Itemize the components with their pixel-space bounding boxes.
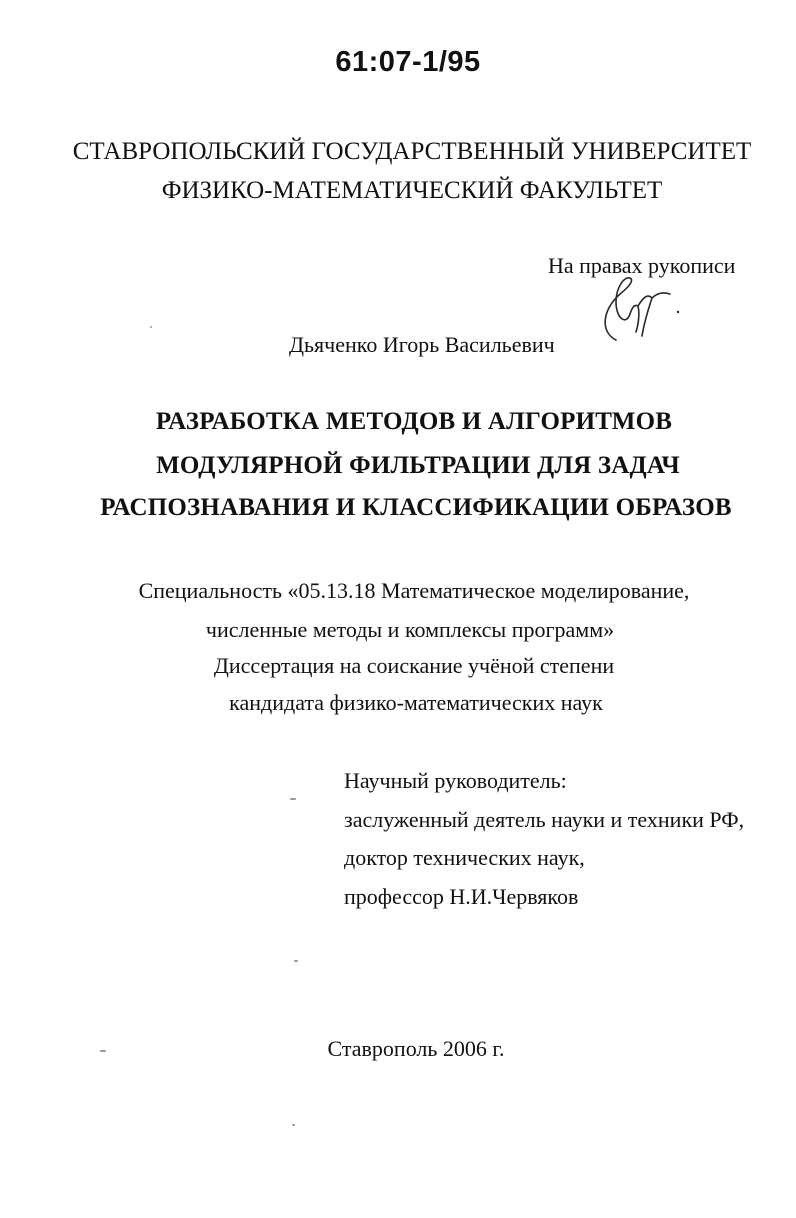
supervisor-heading: Научный руководитель: [344,768,567,793]
handwritten-signature [586,270,686,350]
archive-code: 61:07-1/95 [335,46,481,78]
place-and-year: Ставрополь 2006 г. [327,1036,505,1061]
thesis-title-line-1: РАЗРАБОТКА МЕТОДОВ И АЛГОРИТМОВ [155,408,673,435]
scan-speck [290,798,296,800]
degree-line-2: кандидата физико-математических наук [229,690,603,715]
faculty-name: ФИЗИКО-МАТЕМАТИЧЕСКИЙ ФАКУЛЬТЕТ [161,177,663,204]
university-name: СТАВРОПОЛЬСКИЙ ГОСУДАРСТВЕННЫЙ УНИВЕРСИТЕТ [72,138,752,165]
specialty-line-1: Специальность «05.13.18 Математическое моделирование, [138,578,690,603]
scan-speck [150,326,152,328]
scan-speck [294,960,298,962]
specialty-line-2: численные методы и комплексы программ» [205,617,615,642]
author-name: Дьяченко Игорь Васильевич [289,332,555,357]
supervisor-name: профессор Н.И.Червяков [344,884,579,909]
degree-line-1: Диссертация на соискание учёной степени [213,653,615,678]
scan-speck [292,1124,295,1126]
thesis-title-line-2: МОДУЛЯРНОЙ ФИЛЬТРАЦИИ ДЛЯ ЗАДАЧ [156,452,680,479]
thesis-title-line-3: РАСПОЗНАВАНИЯ И КЛАССИФИКАЦИИ ОБРАЗОВ [100,494,732,521]
manuscript-rights-note: На правах рукописи [548,253,736,278]
scan-speck [100,1050,106,1052]
supervisor-title-2: доктор технических наук, [344,845,585,870]
supervisor-title-1: заслуженный деятель науки и техники РФ, [344,807,745,832]
